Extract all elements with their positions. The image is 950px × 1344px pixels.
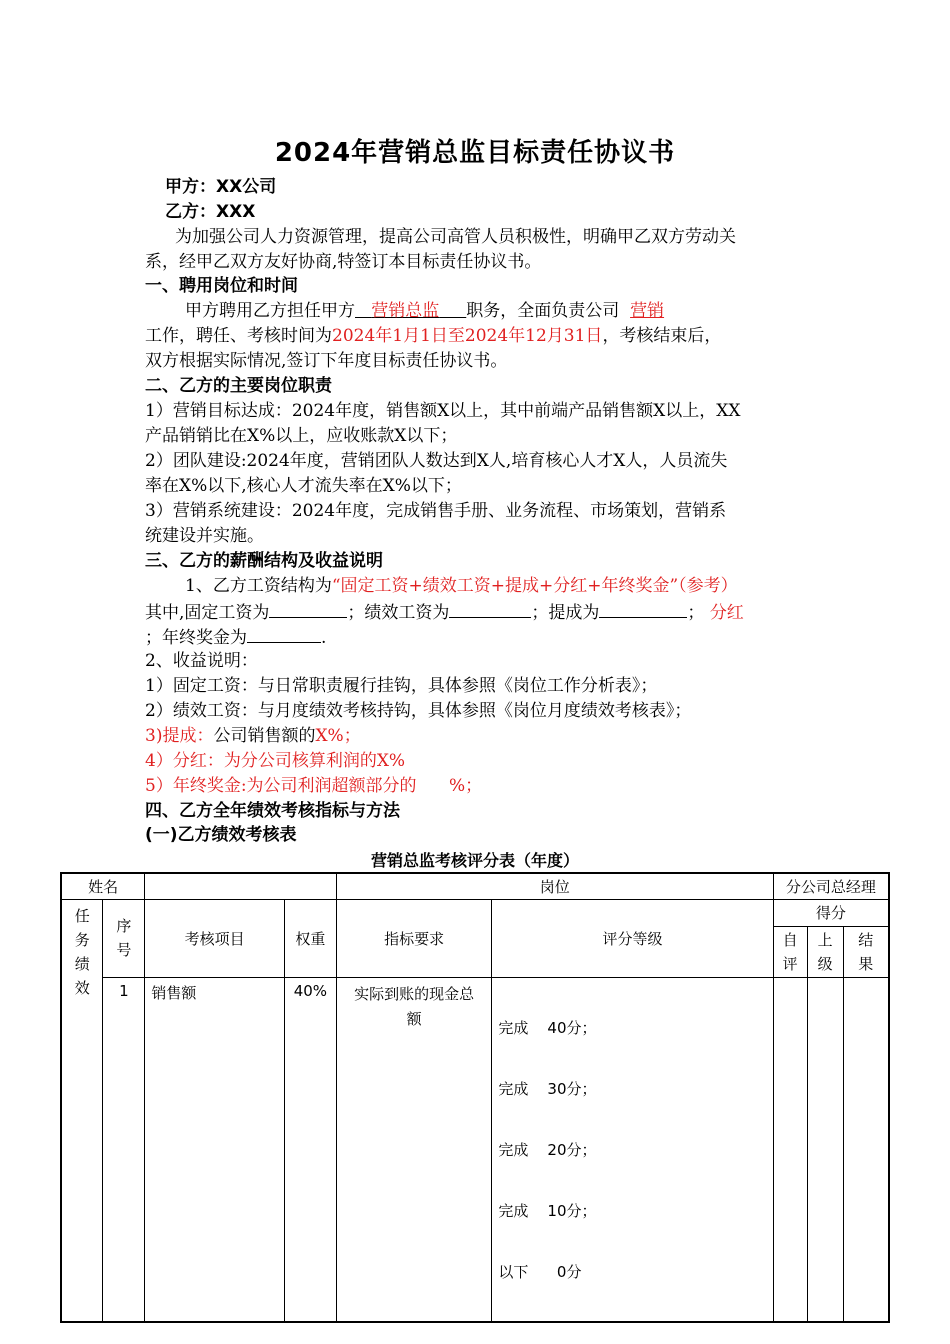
section-3-line-3 (145, 624, 326, 650)
row-result-score[interactable] (843, 977, 889, 1322)
period: . (321, 628, 327, 648)
section-3-line-1 (185, 574, 738, 598)
self-header-char: 自 (782, 930, 798, 949)
commission-item-value: X%； (315, 726, 361, 746)
grade-line: 完成 30分； (498, 1079, 597, 1098)
fixed-salary-label: 其中,固定工资为 (145, 603, 270, 623)
category-char: 务 (74, 930, 90, 949)
section-4-heading: 四、乙方全年绩效考核指标与方法 (145, 801, 400, 821)
grade-line: 完成 20分； (498, 1140, 597, 1159)
performance-salary-label: ；绩效工资为 (347, 603, 450, 623)
employment-period: 2024年1月1日至2024年12月31日 (332, 326, 603, 346)
section-1-line-2 (145, 324, 721, 348)
year-end-bonus-blank (247, 624, 321, 643)
commission-item-text: 公司销售额的 (213, 726, 316, 746)
item-header: 考核项目 (145, 899, 285, 977)
grade-line: 以下 0分 (498, 1262, 582, 1281)
separator: ； (687, 603, 705, 623)
section-3-line-2 (145, 599, 744, 625)
post-value: 分公司总经理 (773, 873, 889, 899)
requirement-line: 额 (406, 1009, 422, 1028)
result-header-char: 果 (858, 954, 874, 973)
salary-structure-label: 1、乙方工资结构为 (185, 576, 332, 596)
assessment-table (60, 872, 890, 1323)
seq-header-char: 序 (116, 917, 132, 935)
document-title: 2024年营销总监目标责任协议书 (274, 138, 676, 168)
intro-line-1: 为加强公司人力资源管理，提高公司高管人员积极性，明确甲乙双方劳动关 (175, 227, 736, 247)
name-label: 姓名 (61, 873, 145, 899)
post-label: 岗位 (336, 873, 773, 899)
weight-header: 权重 (284, 899, 336, 977)
section-3-line-6: 2）绩效工资：与月度绩效考核持钩，具体参照《岗位月度绩效考核表》； (145, 701, 692, 721)
commission-label: ；提成为 (531, 603, 600, 623)
section-1-line-3: 双方根据实际情况,签订下年度目标责任协议书。 (145, 351, 508, 371)
category-char: 任 (74, 906, 90, 925)
grade-line: 完成 40分； (498, 1018, 597, 1037)
self-header-char: 评 (782, 954, 798, 973)
section-2-line-4: 率在X%以下,核心人才流失率在X%以下； (145, 476, 462, 496)
grade-line: 完成 10分； (498, 1201, 597, 1220)
table-title: 营销总监考核评分表（年度） (370, 851, 579, 870)
section-2-line-5: 3）营销系统建设：2024年度，完成销售手册、业务流程、市场策划，营销系 (145, 501, 727, 521)
section-2-line-6: 统建设并实施。 (145, 526, 264, 546)
table-row (61, 977, 889, 1322)
seq-header (103, 899, 145, 977)
party-b: 乙方：XXX (165, 202, 256, 222)
party-a: 甲方：XX公司 (165, 177, 277, 197)
section-2-heading: 二、乙方的主要岗位职责 (145, 376, 332, 396)
superior-header-char: 上 (817, 930, 833, 949)
section-1-text: 甲方聘用乙方担任甲方 (185, 301, 355, 321)
section-2-line-1: 1）营销目标达成：2024年度，销售额X以上，其中前端产品销售额X以上，XX (145, 401, 741, 421)
row-item: 销售额 (145, 977, 285, 1322)
section-1-line-1 (185, 299, 664, 323)
section-1-heading: 一、聘用岗位和时间 (145, 276, 298, 296)
salary-structure: “固定工资+绩效工资+提成+分红+年终奖金”（参考） (331, 576, 738, 596)
row-requirement (336, 977, 492, 1322)
section-1-text-3: 工作，聘任、考核时间为 (145, 326, 332, 346)
row-weight: 40% (284, 977, 336, 1322)
year-end-bonus-label: ；年终奖金为 (145, 628, 247, 648)
dividend-label: 分红 (709, 603, 744, 623)
section-3-line-8: 4）分红：为分公司核算利润的X% (145, 751, 406, 771)
row-seq: 1 (103, 977, 145, 1322)
fixed-salary-blank (269, 599, 347, 618)
score-header: 得分 (773, 899, 889, 926)
commission-item-label: 3)提成： (145, 726, 214, 746)
superior-score-header (807, 926, 843, 977)
section-3-line-5: 1）固定工资：与日常职责履行挂钩，具体参照《岗位工作分析表》； (145, 676, 658, 696)
result-header-char: 结 (858, 930, 874, 949)
row-grades (492, 977, 773, 1322)
category-cell (61, 899, 103, 1322)
section-3-line-9: 5）年终奖金:为公司利润超额部分的 %； (145, 776, 483, 796)
row-superior-score[interactable] (807, 977, 843, 1322)
performance-salary-blank (449, 599, 531, 618)
commission-blank (599, 599, 687, 618)
table-header-row-2 (61, 899, 889, 926)
category-char: 效 (74, 978, 90, 997)
category-char: 绩 (74, 954, 90, 973)
superior-header-char: 级 (817, 954, 833, 973)
table-header-row-1 (61, 873, 889, 899)
department-name: 营销 (630, 301, 665, 321)
section-3-line-4: 2、收益说明： (145, 651, 258, 671)
section-1-text-2: 职务，全面负责公司 (466, 301, 620, 321)
intro-line-2: 系，经甲乙双方友好协商,特签订本目标责任协议书。 (145, 252, 542, 272)
section-3-heading: 三、乙方的薪酬结构及收益说明 (145, 551, 383, 571)
self-score-header (773, 926, 807, 977)
section-3-line-7 (145, 724, 361, 748)
grade-header: 评分等级 (492, 899, 773, 977)
requirement-header: 指标要求 (336, 899, 492, 977)
position-name: 营销总监 (371, 301, 440, 321)
section-4-subheading: (一)乙方绩效考核表 (145, 825, 297, 845)
section-2-line-3: 2）团队建设:2024年度，营销团队人数达到X人,培育核心人才X人，人员流失 (145, 451, 728, 471)
result-score-header (843, 926, 889, 977)
name-value (145, 873, 337, 899)
section-1-text-4: ，考核结束后， (602, 326, 722, 346)
section-2-line-2: 产品销销比在X%以上，应收账款X以下； (145, 426, 458, 446)
requirement-line: 实际到账的现金总 (354, 984, 475, 1003)
seq-header-char: 号 (116, 941, 132, 959)
row-self-score[interactable] (773, 977, 807, 1322)
